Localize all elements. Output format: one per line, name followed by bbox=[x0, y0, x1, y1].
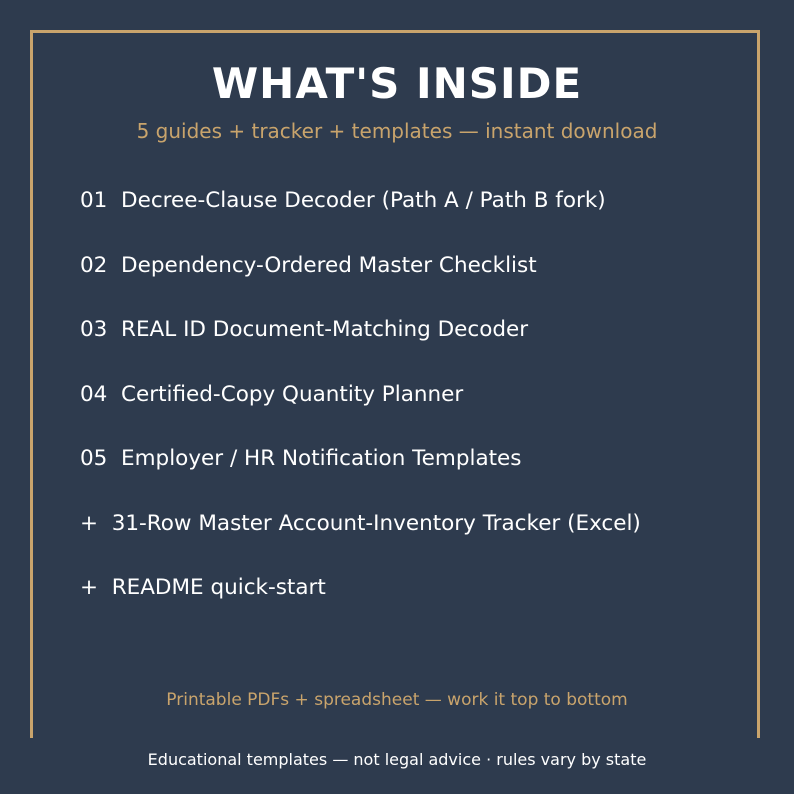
item-marker: + bbox=[80, 575, 99, 600]
item-marker: 01 bbox=[80, 188, 108, 213]
list-item bbox=[80, 572, 641, 604]
item-marker: 04 bbox=[80, 381, 108, 407]
item-label: Dependency-Ordered Master Checklist bbox=[121, 252, 537, 278]
footer-note: Printable PDFs + spreadsheet — work it top to bottom bbox=[166, 690, 628, 710]
list-item bbox=[80, 379, 641, 411]
item-label: README quick-start bbox=[111, 575, 326, 600]
item-marker: 03 bbox=[80, 317, 108, 342]
page-subtitle: 5 guides + tracker + templates — instant download bbox=[136, 119, 658, 143]
item-label: Decree-Clause Decoder (Path A / Path B fork) bbox=[121, 188, 606, 213]
item-label: 31-Row Master Account-Inventory Tracker (Excel) bbox=[111, 510, 641, 536]
list-item bbox=[80, 185, 641, 217]
list-item bbox=[80, 314, 641, 346]
item-label: REAL ID Document-Matching Decoder bbox=[121, 317, 529, 342]
item-marker: 02 bbox=[80, 252, 108, 278]
page-title: WHAT'S INSIDE bbox=[211, 59, 583, 108]
contents-list bbox=[80, 185, 641, 637]
list-item bbox=[80, 250, 641, 282]
item-marker: + bbox=[80, 510, 99, 536]
disclaimer: Educational templates — not legal advice · rules vary by state bbox=[147, 750, 647, 769]
item-marker: 05 bbox=[80, 446, 108, 471]
item-label: Employer / HR Notification Templates bbox=[121, 446, 522, 471]
list-item bbox=[80, 443, 641, 475]
item-label: Certified-Copy Quantity Planner bbox=[121, 381, 464, 407]
list-item bbox=[80, 508, 641, 540]
